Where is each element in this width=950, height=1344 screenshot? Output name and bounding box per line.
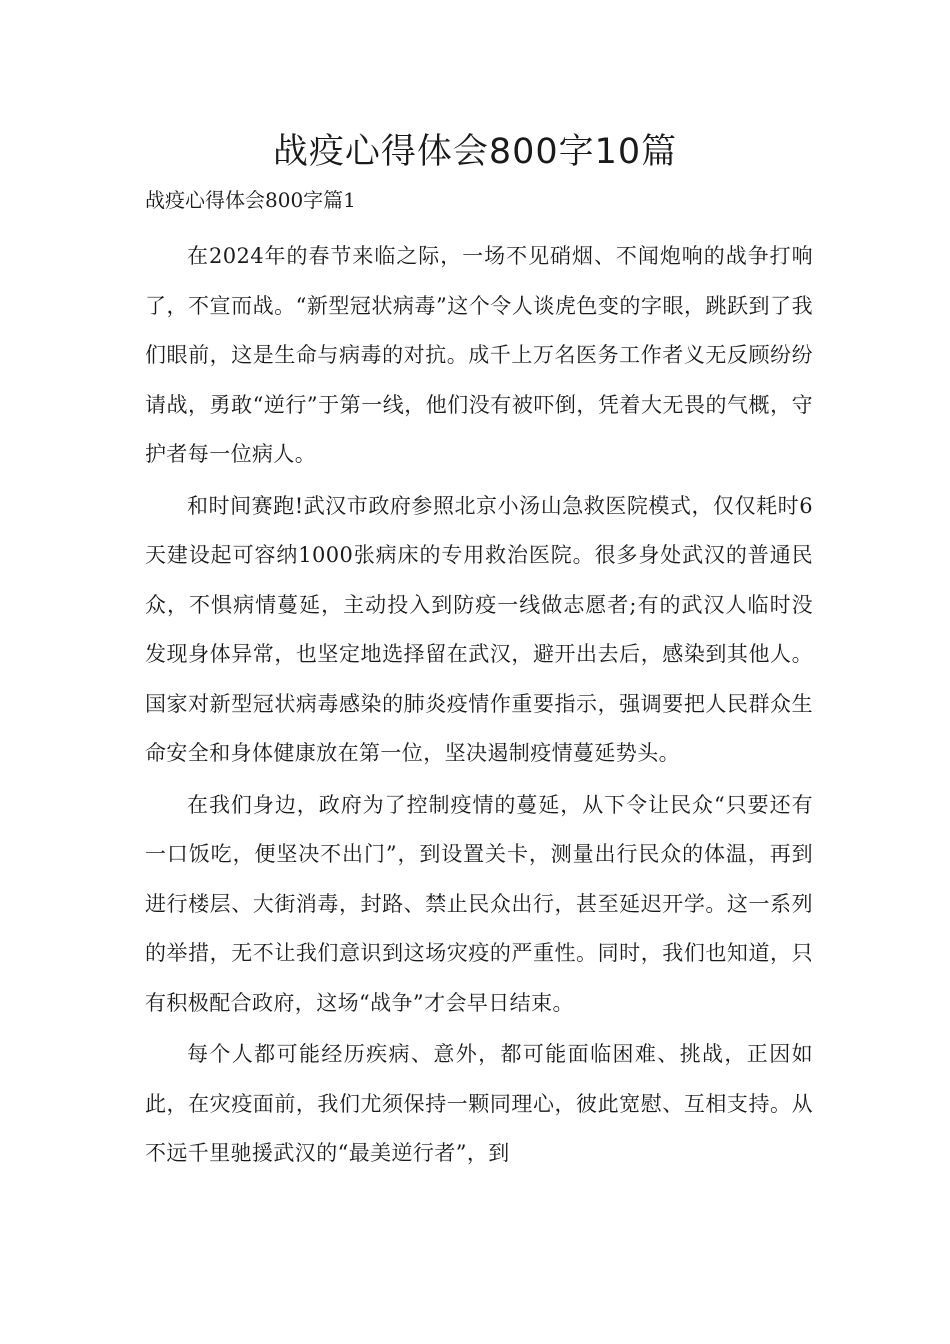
paragraph: 和时间赛跑!武汉市政府参照北京小汤山急救医院模式，仅仅耗时6天建设起可容纳1000张病床的专用救治医院。很多身处武汉的普通民众，不惧病情蔓延，主动投入到防疫一线做志愿者;有的武汉人临时没发现身体异常，也坚定地选择留在武汉，避开出去后，感染到其他人。国家对新型冠状病毒感染的肺炎疫情作重要指示，强调要把人民群众生命安全和身体健康放在第一位，坚决遏制疫情蔓延势头。: [145, 493, 813, 765]
paragraph: 在2024年的春节来临之际，一场不见硝烟、不闻炮响的战争打响了，不宣而战。“新型冠状病毒”这个令人谈虎色变的字眼，跳跃到了我们眼前，这是生命与病毒的对抗。成千上万名医务工作者义无反顾纷纷请战，勇敢“逆行”于第一线，他们没有被吓倒，凭着大无畏的气概，守护者每一位病人。: [145, 244, 813, 466]
section-heading: 战疫心得体会800字篇1: [145, 188, 356, 212]
paragraph: 每个人都可能经历疾病、意外，都可能面临困难、挑战，正因如此，在灾疫面前，我们尤须保持一颗同理心，彼此宽慰、互相支持。从不远千里驰援武汉的“最美逆行者”，到: [145, 1042, 813, 1165]
document-body: [145, 232, 813, 1179]
document-title: 战疫心得体会800字10篇: [272, 132, 678, 172]
paragraph: 在我们身边，政府为了控制疫情的蔓延，从下令让民众“只要还有一口饭吃，便坚决不出门”，到设置关卡，测量出行民众的体温，再到进行楼层、大街消毒，封路、禁止民众出行，甚至延迟开学。这一系列的举措，无不让我们意识到这场灾疫的严重性。同时，我们也知道，只有积极配合政府，这场“战争”才会早日结束。: [145, 792, 813, 1015]
